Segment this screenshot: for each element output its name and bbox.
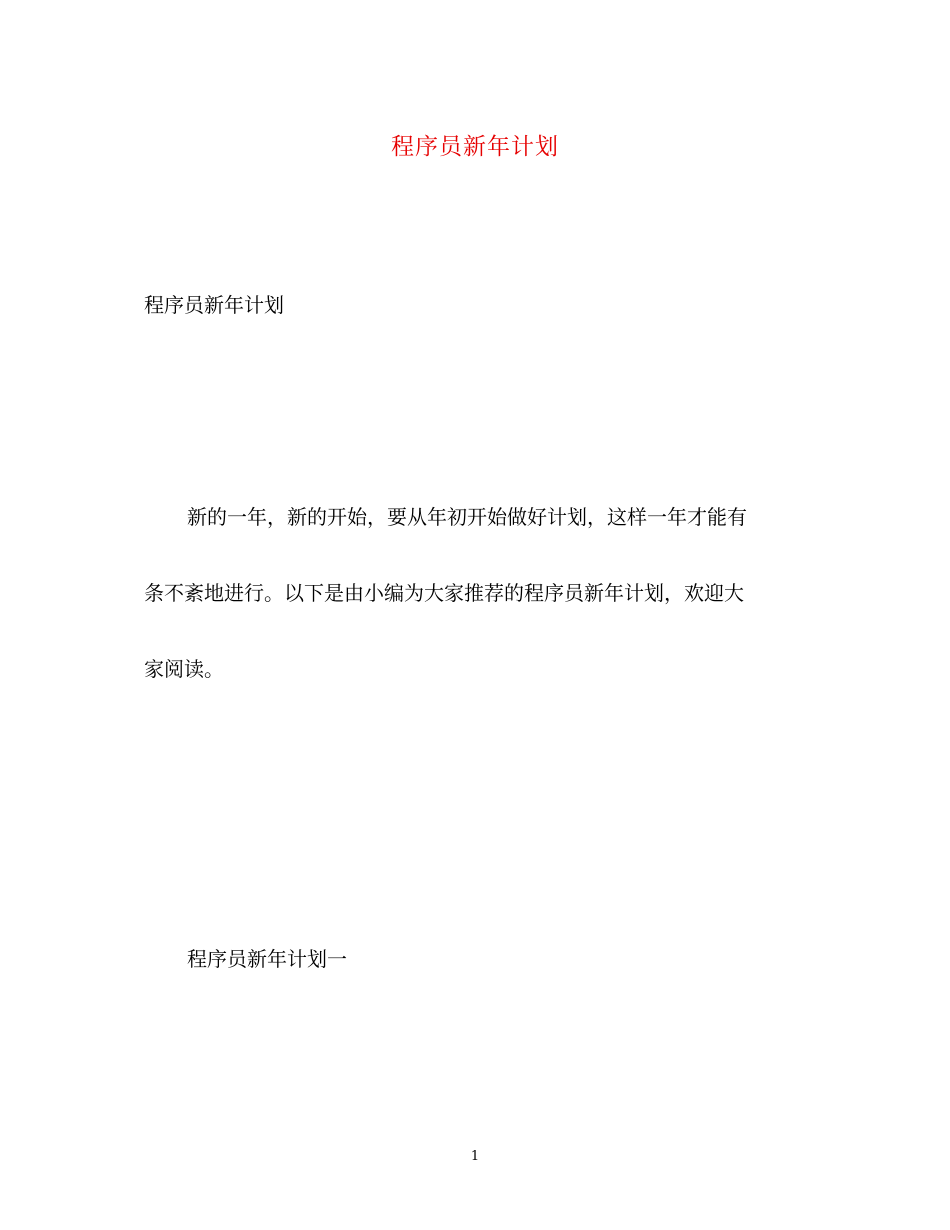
intro-paragraph [144, 505, 810, 733]
document-subtitle: 程序员新年计划 [144, 293, 284, 317]
section-heading: 程序员新年计划一 [187, 947, 347, 971]
intro-line: 条不紊地进行。以下是由小编为大家推荐的程序员新年计划，欢迎大 [144, 581, 744, 605]
document-title: 程序员新年计划 [391, 134, 559, 160]
intro-line: 新的一年，新的开始，要从年初开始做好计划，这样一年才能有 [187, 505, 747, 529]
page-number: 1 [470, 1149, 480, 1164]
intro-line: 家阅读。 [144, 657, 224, 681]
